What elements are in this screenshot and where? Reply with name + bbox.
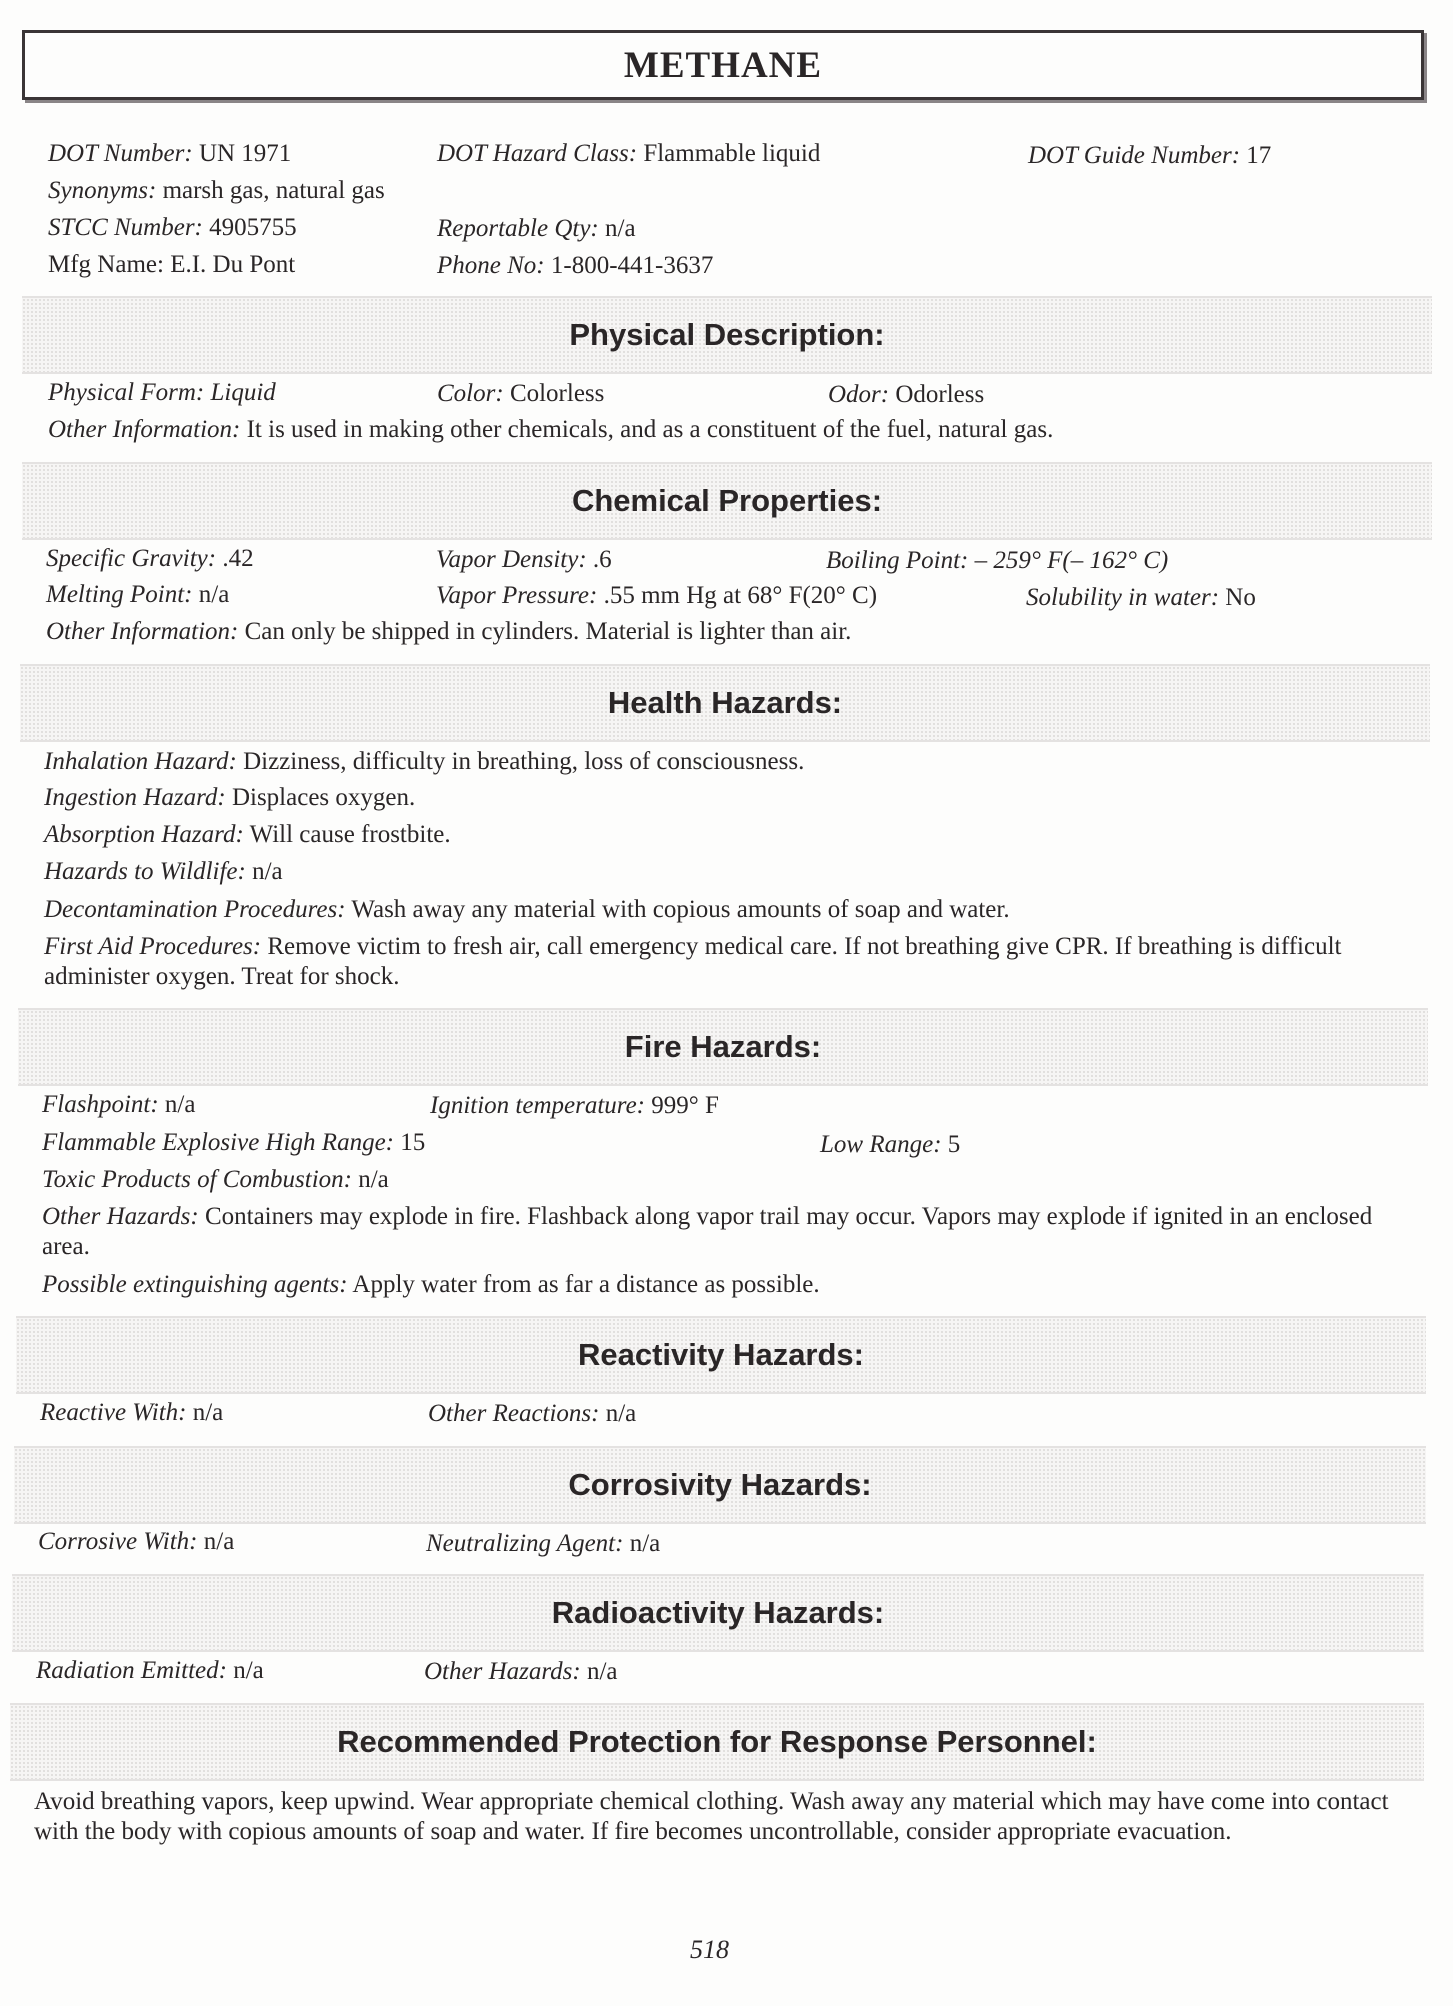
page-title: METHANE xyxy=(623,44,823,86)
protection-header: Recommended Protection for Response Personnel: xyxy=(10,1703,1424,1781)
odor: Odor: Odorless xyxy=(828,381,985,408)
radioactivity-other-hazards: Other Hazards: n/a xyxy=(424,1658,618,1685)
reportable-qty: Reportable Qty: n/a xyxy=(437,215,636,242)
health-hazards-header: Health Hazards: xyxy=(20,664,1430,742)
ingestion-hazard: Ingestion Hazard: Displaces oxygen. xyxy=(44,784,416,811)
color: Color: Colorless xyxy=(437,380,605,407)
flammable-high-range: Flammable Explosive High Range: 15 xyxy=(42,1129,426,1156)
radioactivity-hazards-header: Radioactivity Hazards: xyxy=(12,1574,1424,1652)
flashpoint: Flashpoint: n/a xyxy=(42,1091,196,1118)
neutralizing-agent: Neutralizing Agent: n/a xyxy=(426,1530,661,1557)
vapor-pressure: Vapor Pressure: .55 mm Hg at 68° F(20° C) xyxy=(436,582,878,609)
melting-point: Melting Point: n/a xyxy=(46,581,230,608)
physical-description-header: Physical Description: xyxy=(22,296,1432,374)
vapor-density: Vapor Density: .6 xyxy=(436,546,612,573)
toxic-products-of-combustion: Toxic Products of Combustion: n/a xyxy=(42,1166,389,1193)
chemical-properties-header: Chemical Properties: xyxy=(22,462,1432,540)
ignition-temperature: Ignition temperature: 999° F xyxy=(430,1092,719,1119)
hazards-to-wildlife: Hazards to Wildlife: n/a xyxy=(44,858,283,885)
phone-number: Phone No: 1-800-441-3637 xyxy=(437,252,714,279)
chemical-other-info: Other Information: Can only be shipped in cylinders. Material is lighter than air. xyxy=(46,618,852,645)
other-reactions: Other Reactions: n/a xyxy=(428,1400,637,1427)
dot-number: DOT Number: UN 1971 xyxy=(48,140,292,167)
corrosivity-hazards-header: Corrosivity Hazards: xyxy=(14,1446,1426,1524)
title-box xyxy=(22,30,1424,100)
flammable-low-range: Low Range: 5 xyxy=(820,1131,961,1158)
extinguishing-agents: Possible extinguishing agents: Apply water from as far a distance as possible. xyxy=(42,1271,820,1298)
mfg-name: Mfg Name: E.I. Du Pont xyxy=(48,251,296,278)
physical-form: Physical Form: Liquid xyxy=(48,379,276,406)
dot-guide-number: DOT Guide Number: 17 xyxy=(1028,142,1272,169)
first-aid-procedures: First Aid Procedures: Remove victim to fresh air, call emergency medical care. If not breathing give CPR. If breathing is difficult administer oxygen. Treat for shock. xyxy=(44,933,1342,990)
inhalation-hazard: Inhalation Hazard: Dizziness, difficulty in breathing, loss of consciousness. xyxy=(44,748,805,775)
stcc-number: STCC Number: 4905755 xyxy=(48,214,297,241)
solubility-in-water: Solubility in water: No xyxy=(1026,584,1256,611)
physical-other-info: Other Information: It is used in making other chemicals, and as a constituent of the fuel, natural gas. xyxy=(48,416,1054,443)
reactivity-hazards-header: Reactivity Hazards: xyxy=(16,1316,1426,1394)
synonyms: Synonyms: marsh gas, natural gas xyxy=(48,177,385,204)
fire-other-hazards: Other Hazards: Containers may explode in fire. Flashback along vapor trail may occur. Vapors may explode if ignited in an enclosed area. xyxy=(42,1203,1373,1260)
page-number: 518 xyxy=(690,1935,729,1964)
reactive-with: Reactive With: n/a xyxy=(40,1399,224,1426)
absorption-hazard: Absorption Hazard: Will cause frostbite. xyxy=(44,821,451,848)
dot-hazard-class: DOT Hazard Class: Flammable liquid xyxy=(437,140,821,167)
boiling-point: Boiling Point: – 259° F(– 162° C) xyxy=(826,547,1169,574)
specific-gravity: Specific Gravity: .42 xyxy=(46,545,254,572)
fire-hazards-header: Fire Hazards: xyxy=(18,1008,1428,1086)
corrosive-with: Corrosive With: n/a xyxy=(38,1528,235,1555)
protection-text: Avoid breathing vapors, keep upwind. Wear appropriate chemical clothing. Wash away any material which may have come into contact with the body with copious amounts of soap and water. If fire becomes uncontrollable, consider appropriate evacuation. xyxy=(34,1788,1389,1845)
decontamination-procedures: Decontamination Procedures: Wash away any material with copious amounts of soap and water. xyxy=(44,896,1010,923)
radiation-emitted: Radiation Emitted: n/a xyxy=(36,1657,264,1684)
